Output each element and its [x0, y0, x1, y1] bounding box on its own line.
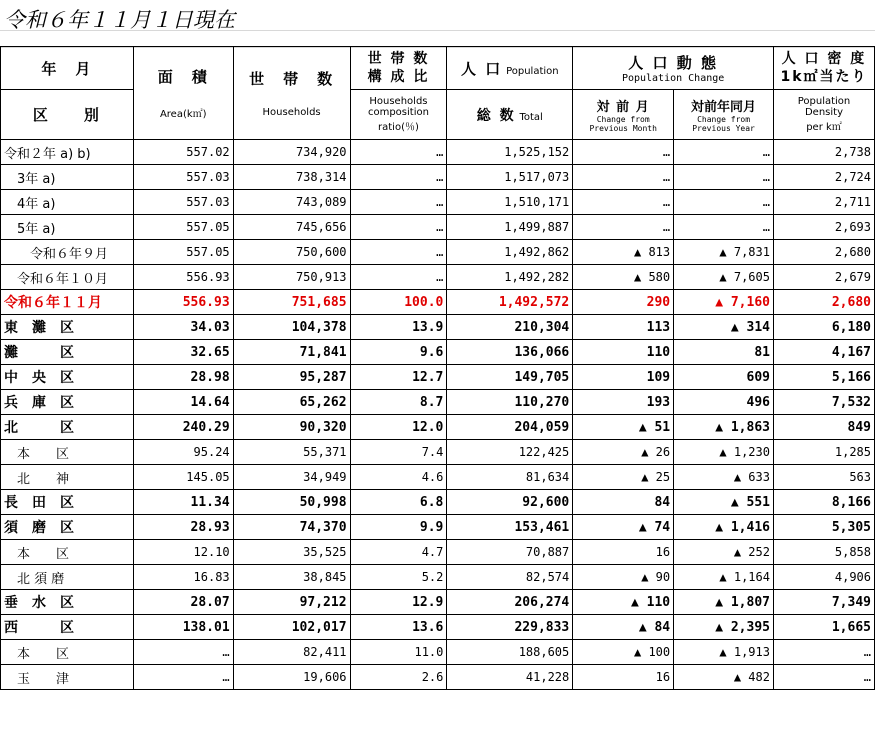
cell-ratio: 7.4 — [350, 440, 447, 465]
cell-year: ▲ 1,863 — [674, 415, 774, 440]
cell-ratio: … — [350, 140, 447, 165]
header-households-jp: 世 帯 数 — [249, 70, 335, 88]
cell-density: 4,906 — [773, 565, 874, 590]
cell-month: 113 — [573, 315, 674, 340]
header-density-jp-2: 1k㎡当たり — [780, 69, 868, 85]
table-row — [1, 340, 875, 365]
header-population-en: Population — [506, 65, 559, 77]
cell-total: 204,059 — [447, 415, 573, 440]
cell-label: 令和６年１０月 — [1, 265, 134, 290]
cell-households: 19,606 — [233, 665, 350, 690]
cell-label: 本 区 — [1, 440, 134, 465]
header-population-change — [573, 47, 774, 90]
cell-households: 55,371 — [233, 440, 350, 465]
cell-households: 74,370 — [233, 515, 350, 540]
header-population — [447, 47, 573, 90]
cell-density: 2,679 — [773, 265, 874, 290]
header-density-en-2: Density — [804, 107, 843, 118]
cell-year: 609 — [674, 365, 774, 390]
cell-density: 5,305 — [773, 515, 874, 540]
header-total-jp: 総 数 — [476, 107, 516, 124]
header-prev-month-en-1: Change from — [596, 115, 650, 124]
cell-year: ▲ 1,164 — [674, 565, 774, 590]
cell-month: … — [573, 165, 674, 190]
cell-area: 28.98 — [133, 365, 233, 390]
cell-year: ▲ 2,395 — [674, 615, 774, 640]
table-row — [1, 390, 875, 415]
cell-area: 28.07 — [133, 590, 233, 615]
cell-year: … — [674, 165, 774, 190]
cell-ratio: 4.7 — [350, 540, 447, 565]
cell-ratio: 6.8 — [350, 490, 447, 515]
cell-total: 188,605 — [447, 640, 573, 665]
cell-label: 令和２年 a) b) — [1, 140, 134, 165]
table-row — [1, 515, 875, 540]
cell-density: 2,680 — [773, 290, 874, 315]
table-row — [1, 490, 875, 515]
header-composition-jp — [350, 47, 447, 90]
cell-total: 1,525,152 — [447, 140, 573, 165]
cell-density: 5,858 — [773, 540, 874, 565]
cell-total: 82,574 — [447, 565, 573, 590]
cell-area: 240.29 — [133, 415, 233, 440]
header-row-2 — [1, 90, 875, 140]
cell-ratio: 2.6 — [350, 665, 447, 690]
cell-label: 長 田 区 — [1, 490, 134, 515]
header-row-1 — [1, 47, 875, 90]
header-density-en-1: Population — [797, 96, 851, 107]
table-row — [1, 615, 875, 640]
cell-total: 1,510,171 — [447, 190, 573, 215]
cell-total: 210,304 — [447, 315, 573, 340]
cell-year: ▲ 1,913 — [674, 640, 774, 665]
cell-density: 1,665 — [773, 615, 874, 640]
cell-area: … — [133, 665, 233, 690]
cell-ratio: 5.2 — [350, 565, 447, 590]
cell-ratio: 8.7 — [350, 390, 447, 415]
cell-density: 849 — [773, 415, 874, 440]
cell-month: ▲ 25 — [573, 465, 674, 490]
header-composition-jp-1: 世 帯 数 — [367, 51, 430, 67]
cell-households: 82,411 — [233, 640, 350, 665]
cell-month: 109 — [573, 365, 674, 390]
cell-households: 102,017 — [233, 615, 350, 640]
cell-households: 750,600 — [233, 240, 350, 265]
cell-area: 16.83 — [133, 565, 233, 590]
header-households-en: Households — [262, 107, 321, 118]
cell-ratio: … — [350, 165, 447, 190]
cell-label: 令和６年１１月 — [1, 290, 134, 315]
header-year-month: 年 月 — [1, 47, 134, 90]
cell-households: 90,320 — [233, 415, 350, 440]
cell-label: 北 須 磨 — [1, 565, 134, 590]
cell-area: … — [133, 640, 233, 665]
header-density-jp — [773, 47, 874, 90]
cell-density: 2,693 — [773, 215, 874, 240]
header-total — [447, 90, 573, 140]
cell-month: ▲ 26 — [573, 440, 674, 465]
cell-total: 110,270 — [447, 390, 573, 415]
table-row — [1, 215, 875, 240]
cell-area: 556.93 — [133, 265, 233, 290]
cell-total: 229,833 — [447, 615, 573, 640]
header-composition-jp-2: 構 成 比 — [367, 69, 430, 85]
cell-year: ▲ 1,807 — [674, 590, 774, 615]
cell-label: 本 区 — [1, 640, 134, 665]
cell-year: … — [674, 215, 774, 240]
header-prev-year-en-1: Change from — [697, 115, 751, 124]
cell-label: 令和６年９月 — [1, 240, 134, 265]
cell-density: 7,349 — [773, 590, 874, 615]
cell-households: 34,949 — [233, 465, 350, 490]
cell-year: 81 — [674, 340, 774, 365]
header-prev-month-jp: 対 前 月 — [596, 100, 650, 115]
page-title: 令和６年１１月１日現在 — [4, 8, 235, 32]
cell-ratio: 12.9 — [350, 590, 447, 615]
header-area-jp: 面 積 — [157, 68, 209, 86]
cell-total: 41,228 — [447, 665, 573, 690]
cell-ratio: 9.6 — [350, 340, 447, 365]
table-row — [1, 315, 875, 340]
cell-label: 玉 津 — [1, 665, 134, 690]
cell-total: 149,705 — [447, 365, 573, 390]
cell-ratio: 13.6 — [350, 615, 447, 640]
cell-total: 136,066 — [447, 340, 573, 365]
cell-density: 6,180 — [773, 315, 874, 340]
cell-area: 557.05 — [133, 215, 233, 240]
cell-households: 745,656 — [233, 215, 350, 240]
cell-month: 110 — [573, 340, 674, 365]
cell-month: ▲ 74 — [573, 515, 674, 540]
cell-label: 兵 庫 区 — [1, 390, 134, 415]
cell-month: ▲ 813 — [573, 240, 674, 265]
cell-year: ▲ 551 — [674, 490, 774, 515]
cell-total: 92,600 — [447, 490, 573, 515]
cell-total: 1,492,862 — [447, 240, 573, 265]
cell-month: … — [573, 140, 674, 165]
cell-label: 須 磨 区 — [1, 515, 134, 540]
cell-area: 138.01 — [133, 615, 233, 640]
header-change-jp: 人 口 動 態 — [628, 54, 718, 72]
cell-households: 750,913 — [233, 265, 350, 290]
cell-ratio: … — [350, 240, 447, 265]
cell-area: 145.05 — [133, 465, 233, 490]
cell-ratio: 9.9 — [350, 515, 447, 540]
cell-density: 7,532 — [773, 390, 874, 415]
header-density-en — [773, 90, 874, 140]
cell-year: … — [674, 140, 774, 165]
cell-households: 104,378 — [233, 315, 350, 340]
population-table — [0, 46, 875, 690]
cell-label: 中 央 区 — [1, 365, 134, 390]
cell-households: 38,845 — [233, 565, 350, 590]
header-prev-year-jp: 対前年同月 — [691, 100, 757, 115]
header-composition-en-3: ratio(％) — [378, 122, 419, 133]
cell-year: ▲ 7,831 — [674, 240, 774, 265]
cell-area: 557.03 — [133, 165, 233, 190]
cell-area: 34.03 — [133, 315, 233, 340]
cell-year: ▲ 314 — [674, 315, 774, 340]
cell-total: 1,492,282 — [447, 265, 573, 290]
cell-area: 28.93 — [133, 515, 233, 540]
cell-total: 122,425 — [447, 440, 573, 465]
table-row — [1, 165, 875, 190]
cell-total: 1,492,572 — [447, 290, 573, 315]
table-row — [1, 190, 875, 215]
cell-total: 1,517,073 — [447, 165, 573, 190]
cell-households: 738,314 — [233, 165, 350, 190]
cell-density: 1,285 — [773, 440, 874, 465]
cell-month: … — [573, 190, 674, 215]
cell-label: 灘 区 — [1, 340, 134, 365]
cell-households: 97,212 — [233, 590, 350, 615]
cell-year: 496 — [674, 390, 774, 415]
cell-density: 563 — [773, 465, 874, 490]
header-prev-year — [674, 90, 774, 140]
table-row — [1, 465, 875, 490]
cell-label: 北 区 — [1, 415, 134, 440]
table-row — [1, 290, 875, 315]
cell-month: 290 — [573, 290, 674, 315]
table-row — [1, 265, 875, 290]
cell-ratio: 13.9 — [350, 315, 447, 340]
cell-month: ▲ 90 — [573, 565, 674, 590]
cell-label: 4年 a) — [1, 190, 134, 215]
header-area — [133, 47, 233, 140]
cell-label: 本 区 — [1, 540, 134, 565]
cell-area: 557.02 — [133, 140, 233, 165]
header-density-en-3: per k㎡ — [806, 122, 842, 133]
header-density-jp-1: 人 口 密 度 — [781, 51, 867, 67]
cell-year: ▲ 252 — [674, 540, 774, 565]
cell-ratio: 4.6 — [350, 465, 447, 490]
cell-households: 65,262 — [233, 390, 350, 415]
cell-ratio: … — [350, 265, 447, 290]
cell-ratio: 100.0 — [350, 290, 447, 315]
cell-households: 50,998 — [233, 490, 350, 515]
cell-ratio: 12.0 — [350, 415, 447, 440]
header-composition-en-2: composition — [367, 107, 429, 118]
cell-area: 11.34 — [133, 490, 233, 515]
table-row — [1, 415, 875, 440]
cell-ratio: … — [350, 190, 447, 215]
cell-month: 16 — [573, 665, 674, 690]
table-row — [1, 540, 875, 565]
table-row — [1, 665, 875, 690]
header-area-en: Area(k㎡) — [159, 109, 207, 120]
table-row — [1, 640, 875, 665]
cell-ratio: 12.7 — [350, 365, 447, 390]
cell-area: 12.10 — [133, 540, 233, 565]
header-district: 区 別 — [1, 90, 134, 140]
cell-area: 557.05 — [133, 240, 233, 265]
cell-ratio: … — [350, 215, 447, 240]
cell-total: 70,887 — [447, 540, 573, 565]
cell-households: 71,841 — [233, 340, 350, 365]
cell-households: 743,089 — [233, 190, 350, 215]
cell-density: 5,166 — [773, 365, 874, 390]
cell-year: ▲ 7,605 — [674, 265, 774, 290]
cell-density: … — [773, 640, 874, 665]
cell-area: 32.65 — [133, 340, 233, 365]
header-change-en: Population Change — [621, 73, 725, 84]
cell-total: 206,274 — [447, 590, 573, 615]
header-prev-month — [573, 90, 674, 140]
header-population-jp: 人 口 — [461, 59, 503, 78]
cell-density: 8,166 — [773, 490, 874, 515]
cell-month: ▲ 51 — [573, 415, 674, 440]
cell-label: 東 灘 区 — [1, 315, 134, 340]
cell-year: … — [674, 190, 774, 215]
header-total-en: Total — [519, 111, 543, 123]
cell-month: 16 — [573, 540, 674, 565]
cell-year: ▲ 482 — [674, 665, 774, 690]
table-row — [1, 565, 875, 590]
cell-density: 2,738 — [773, 140, 874, 165]
cell-label: 北 神 — [1, 465, 134, 490]
cell-label: 西 区 — [1, 615, 134, 640]
table-row — [1, 440, 875, 465]
cell-year: ▲ 1,230 — [674, 440, 774, 465]
cell-density: … — [773, 665, 874, 690]
cell-area: 557.03 — [133, 190, 233, 215]
cell-density: 4,167 — [773, 340, 874, 365]
cell-label: 5年 a) — [1, 215, 134, 240]
header-composition-en-1: Households — [369, 96, 428, 107]
cell-total: 153,461 — [447, 515, 573, 540]
table-row — [1, 240, 875, 265]
cell-area: 95.24 — [133, 440, 233, 465]
cell-area: 14.64 — [133, 390, 233, 415]
cell-density: 2,680 — [773, 240, 874, 265]
cell-households: 95,287 — [233, 365, 350, 390]
cell-area: 556.93 — [133, 290, 233, 315]
cell-month: 193 — [573, 390, 674, 415]
cell-label: 垂 水 区 — [1, 590, 134, 615]
cell-total: 81,634 — [447, 465, 573, 490]
header-prev-year-en-2: Previous Year — [692, 124, 755, 133]
cell-month: ▲ 110 — [573, 590, 674, 615]
cell-month: ▲ 84 — [573, 615, 674, 640]
header-prev-month-en-2: Previous Month — [589, 124, 657, 133]
cell-households: 35,525 — [233, 540, 350, 565]
table-row — [1, 590, 875, 615]
cell-total: 1,499,887 — [447, 215, 573, 240]
cell-year: ▲ 1,416 — [674, 515, 774, 540]
table-row — [1, 365, 875, 390]
cell-month: … — [573, 215, 674, 240]
header-composition-en — [350, 90, 447, 140]
cell-density: 2,724 — [773, 165, 874, 190]
header-households — [233, 47, 350, 140]
cell-households: 751,685 — [233, 290, 350, 315]
cell-label: 3年 a) — [1, 165, 134, 190]
cell-month: 84 — [573, 490, 674, 515]
cell-density: 2,711 — [773, 190, 874, 215]
cell-year: ▲ 7,160 — [674, 290, 774, 315]
cell-month: ▲ 100 — [573, 640, 674, 665]
table-row — [1, 140, 875, 165]
cell-households: 734,920 — [233, 140, 350, 165]
cell-ratio: 11.0 — [350, 640, 447, 665]
cell-year: ▲ 633 — [674, 465, 774, 490]
cell-month: ▲ 580 — [573, 265, 674, 290]
